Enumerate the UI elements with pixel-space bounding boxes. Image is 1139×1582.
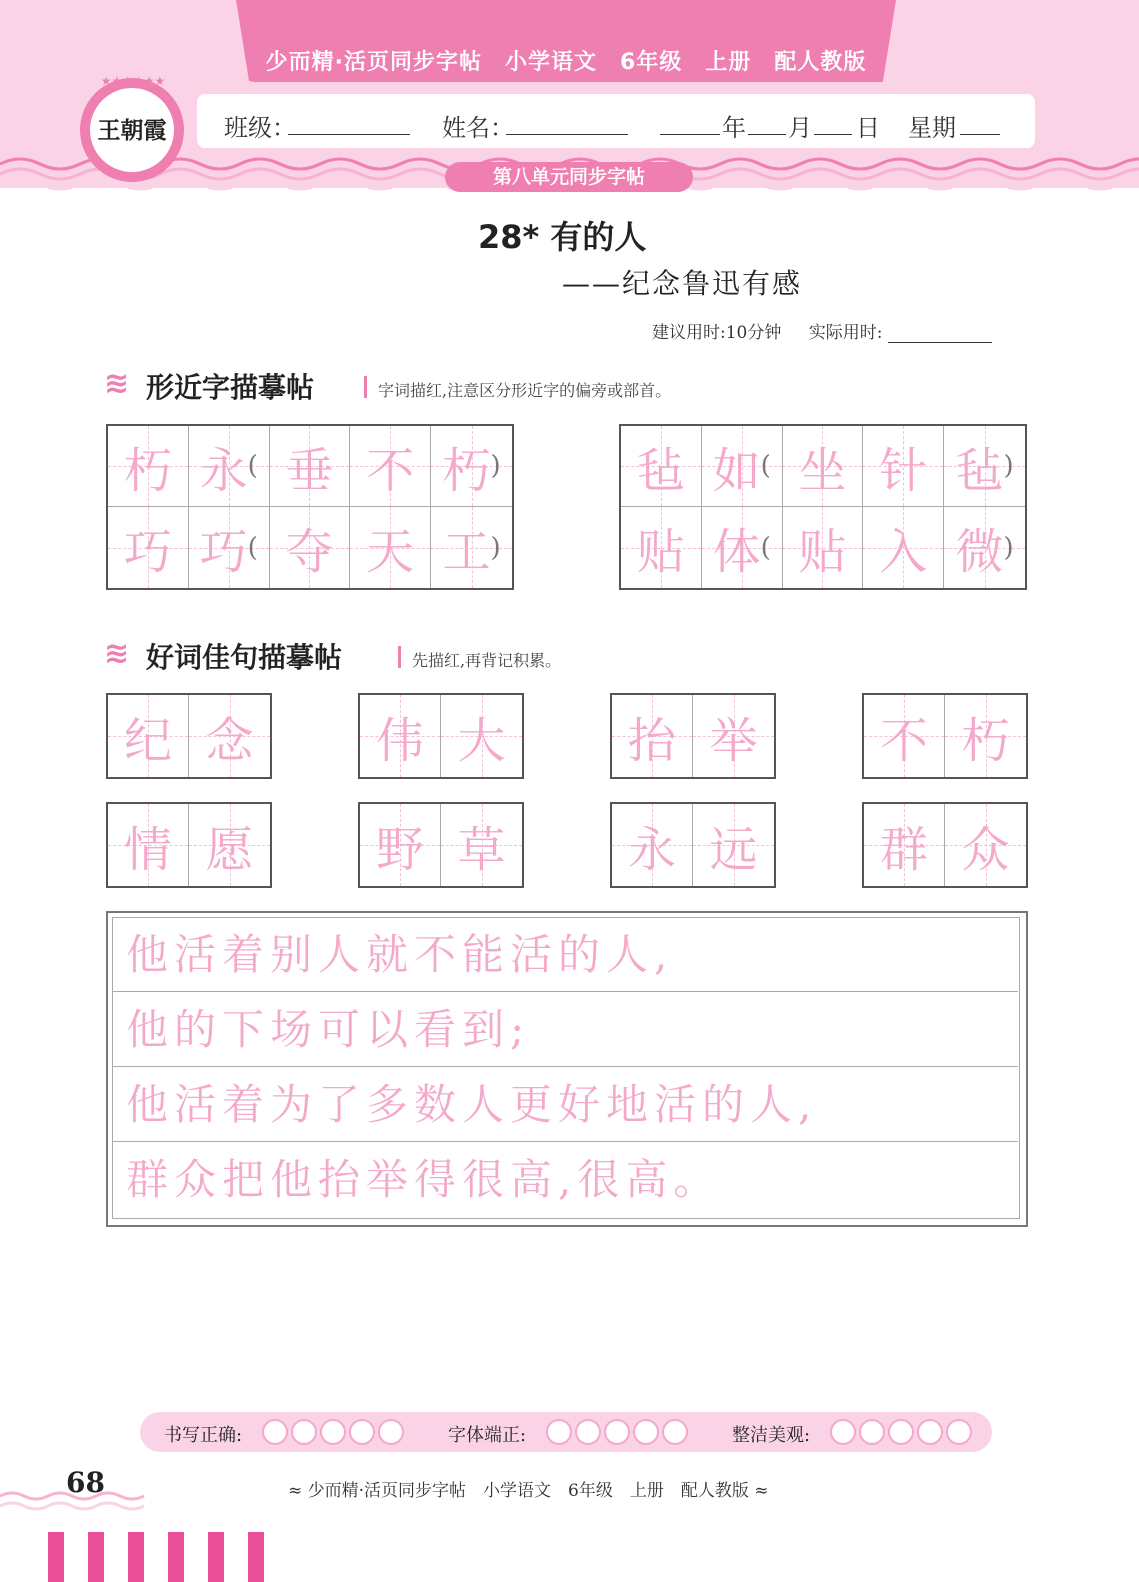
tracing-cell[interactable] <box>702 507 783 588</box>
trace-character: 举 <box>709 712 758 769</box>
word-tracing-box <box>358 802 524 888</box>
tracing-cell[interactable] <box>189 507 270 588</box>
tracing-cell[interactable] <box>108 695 189 777</box>
tracing-cell[interactable] <box>693 804 774 886</box>
day-label: 日 <box>856 114 880 142</box>
word-tracing-box <box>610 802 776 888</box>
weekday-field[interactable] <box>960 112 1000 135</box>
day-field[interactable] <box>814 112 852 135</box>
trace-character: 远 <box>709 821 758 878</box>
logo-stars-icon: ★★★★★★ <box>100 74 166 88</box>
trace-character: 群 <box>879 821 928 878</box>
tracing-cell[interactable] <box>360 804 441 886</box>
trace-character: 毡 <box>955 442 1004 499</box>
trace-character: 贴 <box>636 524 685 580</box>
section1-note: 字词描红,注意区分形近字的偏旁或部首。 <box>378 381 672 400</box>
trace-character: 如 <box>712 442 761 499</box>
tracing-cell[interactable] <box>863 507 944 588</box>
trace-character: 夺 <box>285 524 334 580</box>
word-tracing-box <box>862 693 1028 779</box>
trace-character: 永 <box>199 442 248 499</box>
tracing-cell[interactable] <box>431 507 512 588</box>
tracing-cell[interactable] <box>944 507 1025 588</box>
tracing-cell[interactable] <box>350 507 431 588</box>
trace-character: 野 <box>375 821 424 878</box>
actual-time-field[interactable] <box>888 326 992 343</box>
footer-text: ≈ 少而精·活页同步字帖 小学语文 6年级 上册 配人教版 ≈ <box>288 1481 769 1501</box>
tracing-cell[interactable] <box>189 695 270 777</box>
decor-stripe <box>208 1532 224 1582</box>
trace-character: 众 <box>961 821 1010 878</box>
year-label: 年 <box>722 114 746 142</box>
open-paren: ( <box>760 532 771 563</box>
decor-stripe <box>88 1532 104 1582</box>
time-row <box>652 318 992 343</box>
trace-character: 巧 <box>199 524 248 580</box>
trace-character: 垂 <box>285 442 334 499</box>
tracing-cell[interactable] <box>693 695 774 777</box>
trace-character: 工 <box>442 524 491 580</box>
flower-icon[interactable] <box>291 1419 317 1445</box>
flower-icon[interactable] <box>633 1419 659 1445</box>
trace-character: 不 <box>879 712 928 769</box>
trace-character: 情 <box>123 821 172 878</box>
tracing-cell[interactable] <box>441 804 522 886</box>
tracing-cell[interactable] <box>108 507 189 588</box>
sentence-line: 他活着别人就不能活的人, <box>112 917 1018 992</box>
flower-icon[interactable] <box>859 1419 885 1445</box>
tracing-cell[interactable] <box>270 507 351 588</box>
decor-stripe <box>248 1532 264 1582</box>
section2-title: 好词佳句描摹帖 <box>146 641 343 674</box>
tracing-cell[interactable] <box>108 426 189 507</box>
trace-character: 天 <box>366 524 415 580</box>
flower-icon[interactable] <box>946 1419 972 1445</box>
close-paren: ) <box>1003 532 1014 563</box>
name-field[interactable] <box>506 112 628 135</box>
trace-character: 不 <box>366 442 415 499</box>
tracing-cell[interactable] <box>864 695 945 777</box>
unit-badge: 第八单元同步字帖 <box>445 162 693 192</box>
flower-icon[interactable] <box>349 1419 375 1445</box>
flower-icon[interactable] <box>378 1419 404 1445</box>
word-tracing-box <box>106 802 272 888</box>
open-paren: ( <box>247 451 258 481</box>
trace-character: 愿 <box>205 821 254 878</box>
section2-divider <box>398 646 401 668</box>
suggested-time: 建议用时:10分钟 <box>652 323 782 343</box>
tracing-cell[interactable] <box>270 426 351 507</box>
trace-character: 纪 <box>123 712 172 769</box>
name-label: 姓名： <box>442 114 514 142</box>
flower-icon[interactable] <box>604 1419 630 1445</box>
trace-character: 朽 <box>442 442 491 499</box>
section1-title: 形近字描摹帖 <box>146 371 315 404</box>
word-tracing-box <box>358 693 524 779</box>
trace-character: 永 <box>627 821 676 878</box>
trace-character: 毡 <box>636 442 685 499</box>
word-tracing-box <box>106 693 272 779</box>
word-tracing-box <box>862 802 1028 888</box>
tracing-cell[interactable] <box>783 426 864 507</box>
page-number: 68 <box>66 1466 105 1499</box>
weekday-label: 星期 <box>908 114 956 142</box>
tracing-cell[interactable] <box>944 426 1025 507</box>
lesson-subtitle: ——纪念鲁迅有感 <box>562 267 803 300</box>
clean-label: 整洁美观: <box>732 1425 811 1446</box>
tracing-cell[interactable] <box>441 695 522 777</box>
trace-character: 巧 <box>123 524 172 580</box>
flower-icon[interactable] <box>830 1419 856 1445</box>
correct-rating[interactable] <box>262 1419 407 1445</box>
trace-character: 坐 <box>798 442 847 499</box>
tracing-cell[interactable] <box>189 426 270 507</box>
neat-label: 字体端正: <box>448 1425 527 1446</box>
tracing-cell[interactable] <box>945 695 1026 777</box>
tracing-cell[interactable] <box>431 426 512 507</box>
actual-time-label: 实际用时: <box>808 323 883 343</box>
section1-divider <box>364 376 367 398</box>
flower-icon[interactable] <box>662 1419 688 1445</box>
logo-text: 王朝霞 <box>97 117 167 144</box>
tracing-cell[interactable] <box>612 695 693 777</box>
close-paren: ) <box>490 451 501 481</box>
tracing-cell[interactable] <box>621 426 702 507</box>
class-label: 班级： <box>224 114 296 142</box>
trace-character: 针 <box>879 442 928 499</box>
tracing-cell[interactable] <box>612 804 693 886</box>
close-paren: ) <box>490 532 501 563</box>
decor-stripe <box>48 1532 64 1582</box>
section2-note: 先描红,再背记积累。 <box>412 651 562 670</box>
open-paren: ( <box>760 451 771 481</box>
tracing-cell[interactable] <box>945 804 1026 886</box>
month-field[interactable] <box>748 112 786 135</box>
flower-icon[interactable] <box>888 1419 914 1445</box>
trace-character: 抬 <box>627 712 676 769</box>
wave-icon: ≋ <box>104 636 130 671</box>
flower-icon[interactable] <box>917 1419 943 1445</box>
tracing-cell[interactable] <box>863 426 944 507</box>
open-paren: ( <box>247 532 258 563</box>
trace-character: 大 <box>457 712 506 769</box>
sentence-line: 他活着为了多数人更好地活的人, <box>112 1067 1018 1142</box>
trace-character: 念 <box>205 712 254 769</box>
sentence-line: 群众把他抬举得很高,很高。 <box>126 1155 722 1204</box>
trace-character: 朽 <box>961 712 1010 769</box>
flower-icon[interactable] <box>262 1419 288 1445</box>
wave-icon: ≋ <box>104 366 130 401</box>
class-field[interactable] <box>288 112 410 135</box>
trace-character: 入 <box>879 524 928 580</box>
trace-character: 朽 <box>123 442 172 499</box>
footer-wave <box>0 1488 150 1518</box>
correct-label: 书写正确: <box>164 1425 243 1446</box>
flower-icon[interactable] <box>575 1419 601 1445</box>
tracing-cell[interactable] <box>108 804 189 886</box>
sentence-line: 他的下场可以看到; <box>112 992 1018 1067</box>
close-paren: ) <box>1003 451 1014 481</box>
word-tracing-box <box>610 693 776 779</box>
tracing-cell[interactable] <box>864 804 945 886</box>
trace-character: 微 <box>955 524 1004 580</box>
month-label: 月 <box>788 114 812 142</box>
trace-character: 体 <box>712 524 761 580</box>
year-field[interactable] <box>660 112 720 135</box>
tracing-cell[interactable] <box>621 507 702 588</box>
decor-stripe <box>128 1532 144 1582</box>
lesson-title: 28* 有的人 <box>478 218 647 256</box>
trace-character: 伟 <box>375 712 424 769</box>
trace-character: 草 <box>457 821 506 878</box>
tracing-cell[interactable] <box>350 426 431 507</box>
clean-rating[interactable] <box>830 1419 975 1445</box>
tracing-grid-right <box>619 424 1027 590</box>
flower-icon[interactable] <box>320 1419 346 1445</box>
tracing-cell[interactable] <box>783 507 864 588</box>
tracing-cell[interactable] <box>189 804 270 886</box>
tracing-grid-left <box>106 424 514 590</box>
series-title: 少而精·活页同步字帖 小学语文 6年级 上册 配人教版 <box>265 50 867 75</box>
decor-stripe <box>168 1532 184 1582</box>
trace-character: 贴 <box>798 524 847 580</box>
neat-rating[interactable] <box>546 1419 691 1445</box>
flower-icon[interactable] <box>546 1419 572 1445</box>
tracing-cell[interactable] <box>702 426 783 507</box>
tracing-cell[interactable] <box>360 695 441 777</box>
